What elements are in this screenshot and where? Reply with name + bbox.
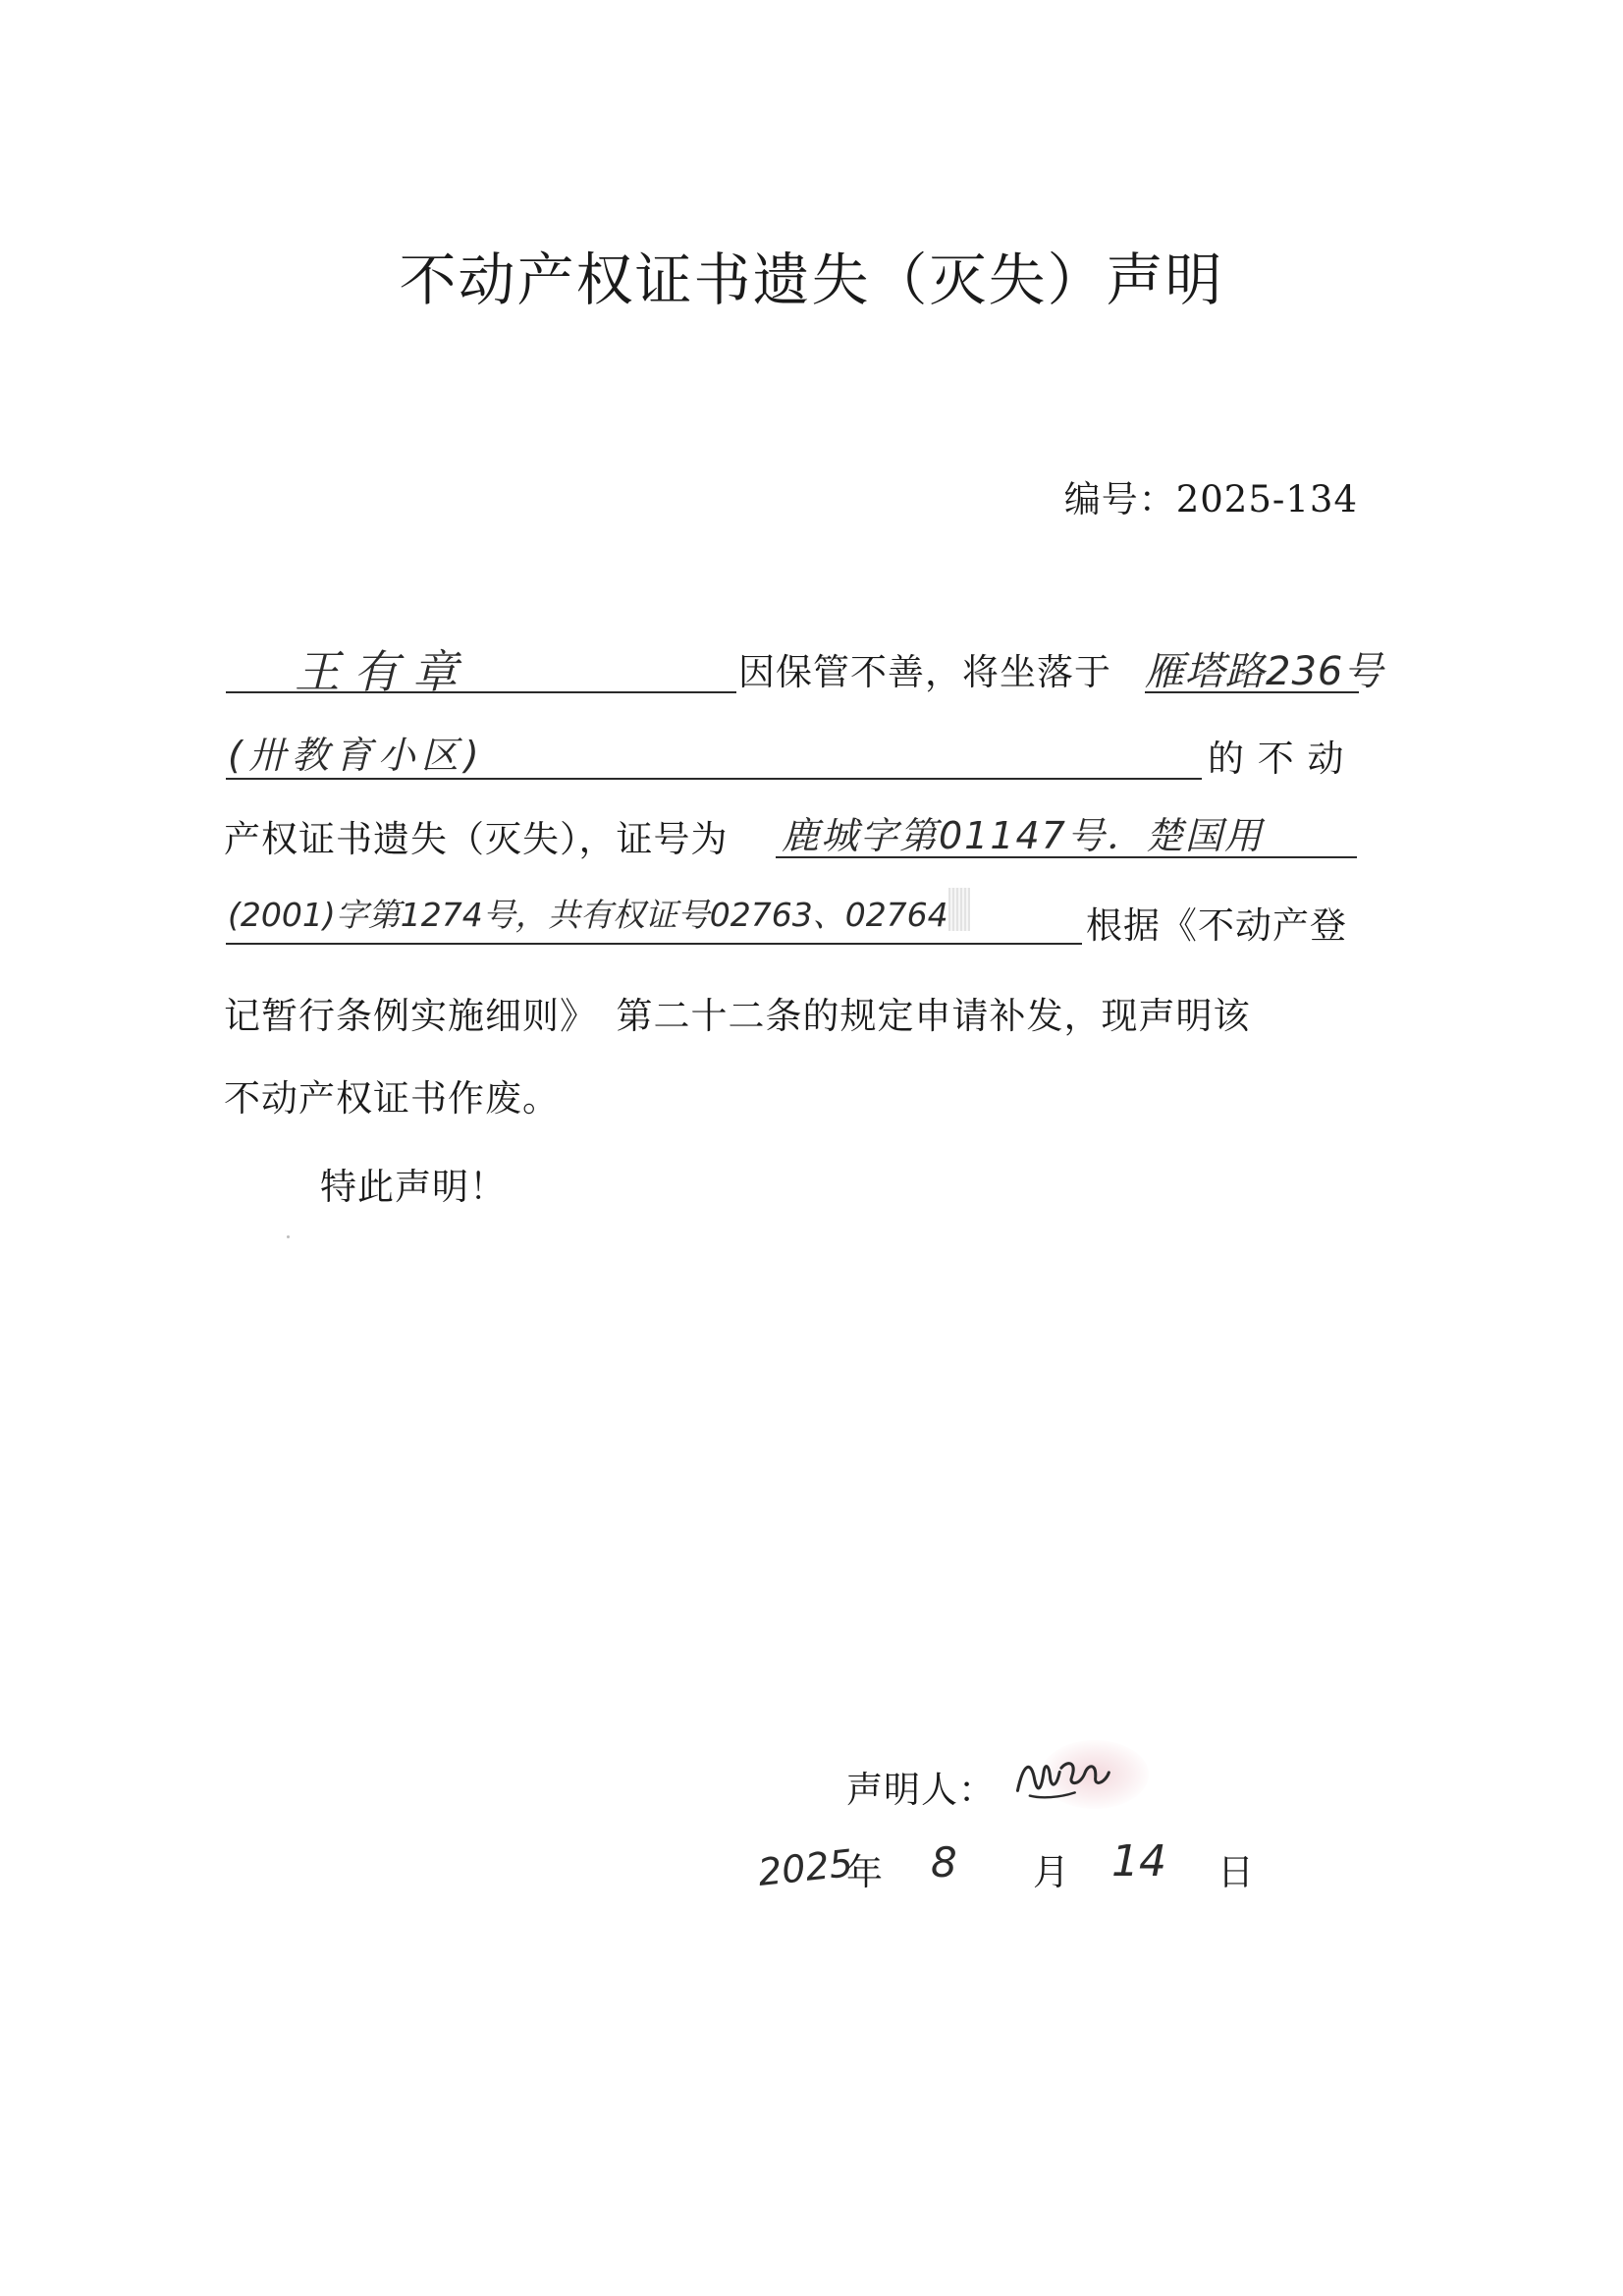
declarant-name: 王有章 [295,645,471,698]
document-number: 编号：2025-134 [1063,478,1358,520]
month-label: 月 [1033,1851,1070,1893]
document-title: 不动产权证书遗失（灭失）声明 [399,246,1224,313]
closing-statement: 特此声明！ [320,1166,507,1208]
date-year: 2025 [755,1841,855,1894]
body-text-line6: 不动产权证书作废。 [224,1077,560,1120]
day-label: 日 [1217,1851,1255,1893]
certificate-number-part2: (2001)字第1274号，共有权证号02763、02764 [228,896,948,934]
redaction-mark [948,888,970,931]
scan-speck [287,1235,290,1238]
body-text-line4: 根据《不动产登 [1086,904,1347,947]
certificate-number-part1: 鹿城字第01147号．楚国用 [782,814,1264,857]
body-text-line2: 的 不 动 [1208,738,1345,780]
body-text-line5: 记暂行条例实施细则》 第二十二条的规定申请补发，现声明该 [224,995,1251,1037]
declarant-signature [1009,1744,1122,1822]
body-text-line3: 产权证书遗失（灭失），证号为 [224,818,729,860]
declarant-label: 声明人： [846,1769,996,1811]
property-location-part1: 雁塔路236号 [1145,649,1384,694]
year-label: 年 [846,1851,884,1893]
date-month: 8 [931,1838,957,1886]
body-text-line1: 因保管不善，将坐落于 [738,651,1111,693]
property-location-part2: (卅教育小区) [228,734,485,777]
date-day: 14 [1111,1836,1166,1886]
signature-scribble [1009,1744,1121,1811]
